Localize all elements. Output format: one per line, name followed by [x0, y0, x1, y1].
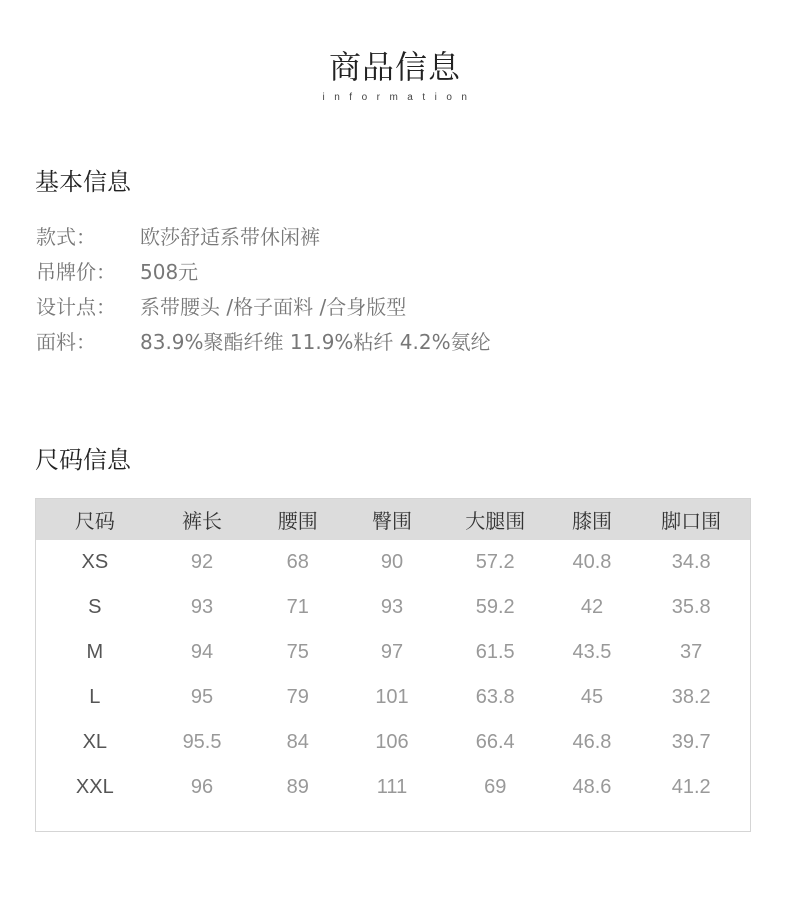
size-table-body — [36, 540, 750, 810]
size-cell: XS — [81, 551, 109, 573]
measurement-cell: 79 — [286, 686, 309, 708]
size-cell: M — [86, 641, 104, 663]
info-value: 83.9%聚酯纤维 11.9%粘纤 4.2%氨纶 — [140, 330, 491, 354]
measurement-cell: 57.2 — [475, 551, 515, 573]
column-header: 腰围 — [277, 509, 318, 533]
info-value: 508元 — [140, 260, 199, 284]
measurement-cell: 106 — [375, 731, 409, 753]
measurement-cell: 68 — [286, 551, 309, 573]
measurement-cell: 95.5 — [182, 731, 222, 753]
measurement-cell: 43.5 — [572, 641, 612, 663]
column-header: 尺码 — [74, 509, 115, 533]
table-row — [36, 675, 750, 720]
measurement-cell: 101 — [375, 686, 409, 708]
measurement-cell: 94 — [190, 641, 214, 663]
measurement-cell: 93 — [190, 596, 214, 618]
measurement-cell: 42 — [580, 596, 604, 618]
measurement-cell: 66.4 — [475, 731, 515, 753]
measurement-cell: 63.8 — [475, 686, 515, 708]
measurement-cell: 37 — [680, 641, 703, 663]
info-value: 系带腰头 /格子面料 /合身版型 — [140, 295, 407, 319]
size-cell: XL — [82, 731, 108, 753]
size-cell: XXL — [75, 776, 114, 798]
info-label: 款式： — [36, 225, 96, 249]
column-header: 脚口围 — [661, 509, 722, 533]
basic-info-heading: 基本信息 — [35, 168, 131, 196]
measurement-cell: 69 — [484, 776, 507, 798]
column-header: 大腿围 — [465, 509, 526, 533]
measurement-cell: 90 — [380, 551, 404, 573]
table-row — [36, 585, 750, 630]
measurement-cell: 61.5 — [475, 641, 515, 663]
measurement-cell: 59.2 — [475, 596, 515, 618]
measurement-cell: 71 — [286, 596, 309, 618]
size-cell: S — [88, 596, 102, 618]
column-header: 膝围 — [571, 509, 612, 533]
measurement-cell: 48.6 — [572, 776, 612, 798]
size-cell: L — [89, 686, 101, 708]
size-table — [35, 498, 751, 832]
table-row — [36, 765, 750, 810]
page-title: 商品信息 — [328, 48, 461, 86]
column-header: 臀围 — [372, 509, 412, 533]
size-table-header — [36, 499, 750, 540]
table-row — [36, 720, 750, 765]
measurement-cell: 40.8 — [572, 551, 612, 573]
measurement-cell: 45 — [580, 686, 604, 708]
info-label: 吊牌价： — [36, 260, 116, 284]
measurement-cell: 89 — [286, 776, 309, 798]
info-label: 面料： — [36, 330, 96, 354]
measurement-cell: 75 — [286, 641, 309, 663]
measurement-cell: 93 — [380, 596, 404, 618]
measurement-cell: 96 — [190, 776, 214, 798]
measurement-cell: 34.8 — [671, 551, 711, 573]
info-value: 欧莎舒适系带休闲裤 — [140, 225, 320, 249]
measurement-cell: 92 — [190, 551, 214, 573]
size-info-heading: 尺码信息 — [35, 446, 131, 474]
page-subtitle: information — [322, 92, 477, 103]
column-header: 裤长 — [182, 509, 223, 533]
measurement-cell: 35.8 — [671, 596, 711, 618]
measurement-cell: 46.8 — [572, 731, 612, 753]
measurement-cell: 111 — [376, 776, 408, 798]
measurement-cell: 39.7 — [671, 731, 711, 753]
info-label: 设计点： — [36, 295, 116, 319]
measurement-cell: 97 — [380, 641, 404, 663]
measurement-cell: 95 — [190, 686, 214, 708]
table-row — [36, 630, 750, 675]
measurement-cell: 38.2 — [671, 686, 711, 708]
measurement-cell: 41.2 — [671, 776, 711, 798]
measurement-cell: 84 — [286, 731, 309, 753]
table-row — [36, 540, 750, 585]
